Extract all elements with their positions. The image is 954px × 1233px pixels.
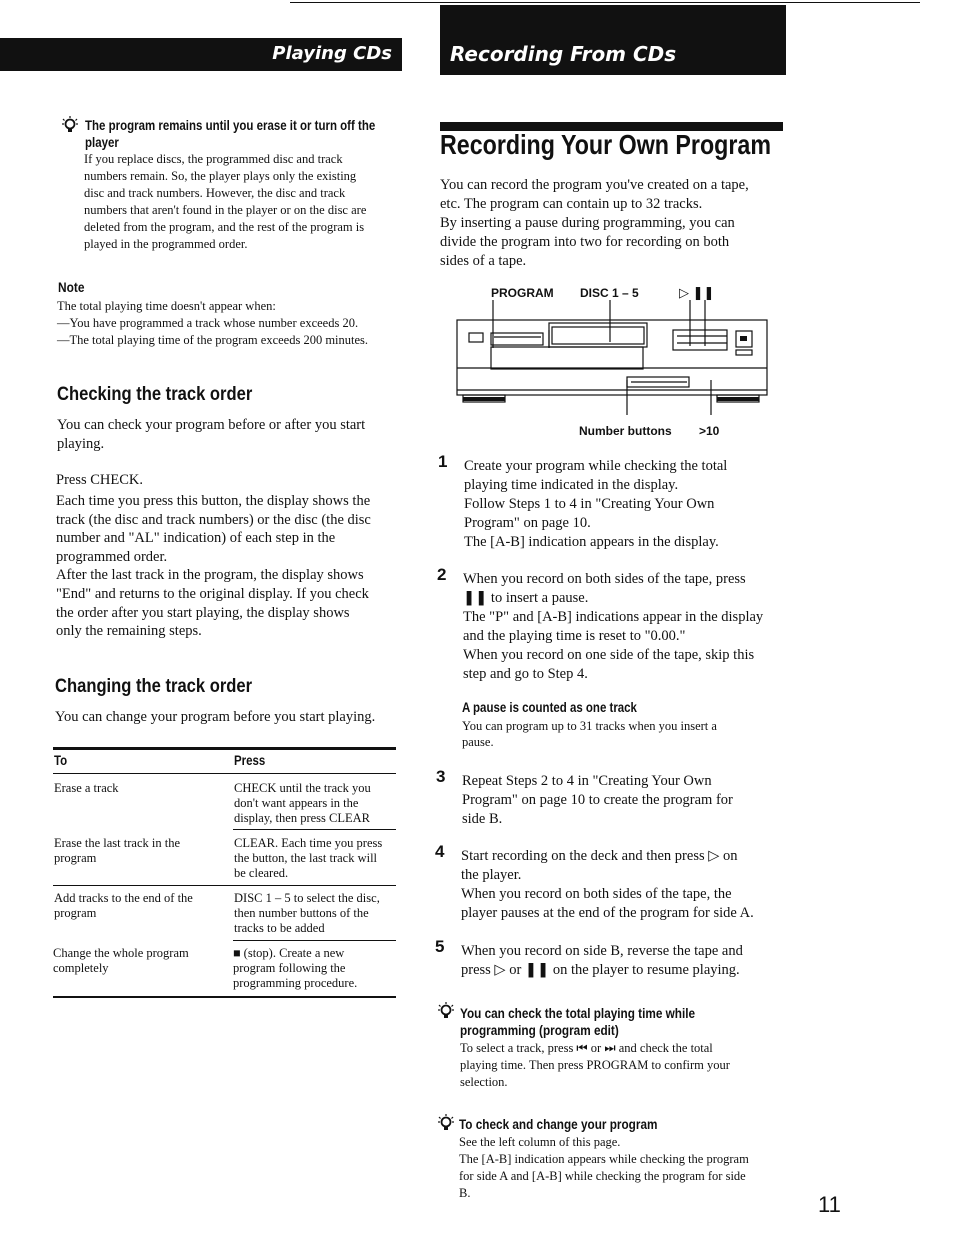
note-body — [57, 298, 407, 349]
table-row-2-press: CLEAR. Each time you press the button, the last track will be cleared. — [234, 836, 383, 880]
step-number: 2 — [437, 565, 447, 584]
step-number: 5 — [435, 937, 445, 956]
intro-line: By inserting a pause during programming, you can — [440, 215, 735, 231]
label-gt10: >10 — [699, 424, 720, 438]
step4-text: Start recording on the deck and then press ▷ on the player. When you record on both sides of the tape, the player pauses at the end of the program for side A. — [461, 848, 754, 921]
table-header-press: Press — [234, 753, 266, 768]
note-line: The total playing time doesn't appear when: — [57, 299, 276, 313]
step1-text: Create your program while checking the total playing time indicated in the display. Follow Steps 1 to 4 in "Creating Your Own Program" on page 10. The [A-B] indication appears in the display. — [464, 458, 728, 550]
tip1-title: The program remains until you erase it or turn off the player — [85, 117, 376, 150]
table-row-1-to: Erase a track — [54, 781, 119, 795]
table-bottom-rule — [53, 996, 396, 998]
hint-icon — [438, 1114, 454, 1132]
step2-text: When you record on both sides of the tape, press ❚❚ to insert a pause. The "P" and [A-B] indications appear in the display and the playing time is reset to "0.00." When you record on one side of the tape, skip this step and go to Step 4. — [463, 571, 764, 682]
section-bar-recording — [440, 5, 786, 75]
table-header-rule — [53, 773, 396, 774]
tip1-line: deleted from the program, and the rest of the program is — [84, 220, 365, 234]
tip1-body — [84, 151, 414, 253]
cd-player-illustration — [455, 300, 770, 415]
hint-icon — [438, 1002, 454, 1020]
step-number: 3 — [436, 767, 446, 786]
right-intro — [440, 176, 749, 271]
page-title: Recording Your Own Program — [440, 129, 772, 160]
note-line: —The total playing time of the program exceeds 200 minutes. — [57, 333, 369, 347]
intro-line: You can record the program you've created on a tape, — [440, 177, 749, 193]
intro-line: divide the program into two for recording on both — [440, 234, 730, 250]
checking-line: number and "AL" indication) of each step in the — [56, 530, 336, 547]
table-row-3-to: Add tracks to the end of the program — [54, 891, 193, 920]
checking-intro: You can check your program before or after you start playing. — [57, 417, 366, 452]
tip1-line: numbers remain. So, the player plays only the existing — [84, 169, 357, 183]
tip2-title: You can check the total playing time while programming (program edit) — [460, 1005, 696, 1038]
step-number: 4 — [435, 842, 445, 861]
table-row-2-to: Erase the last track in the program — [54, 836, 180, 865]
checking-line: After the last track in the program, the display shows — [56, 567, 364, 584]
section-title-recording: Recording From CDs — [450, 42, 677, 66]
changing-intro: You can change your program before you start playing. — [55, 709, 376, 725]
page-number: 11 — [818, 1192, 841, 1217]
checking-heading: Checking the track order — [57, 383, 253, 405]
changing-heading: Changing the track order — [55, 675, 253, 697]
tip1-line: If you replace discs, the programmed disc and track — [84, 152, 343, 166]
table-row-rule — [233, 829, 396, 830]
step5-text: When you record on side B, reverse the tape and press ▷ or ❚❚ on the player to resume playing. — [461, 943, 743, 978]
tip1-line: numbers that aren't found in the player or on the disc are — [84, 203, 367, 217]
checking-line: "End" and returns to the original display. If you check — [56, 585, 369, 602]
intro-line: etc. The program can contain up to 32 tracks. — [440, 196, 703, 212]
table-header-to: To — [54, 753, 68, 768]
note-title: Note — [58, 279, 85, 295]
label-disc: DISC 1 – 5 — [580, 286, 639, 300]
pause-note-title: A pause is counted as one track — [462, 700, 637, 715]
note-line: —You have programmed a track whose number exceeds 20. — [57, 316, 359, 330]
hint-icon — [62, 116, 78, 134]
table-row-4-to: Change the whole program completely — [53, 946, 189, 975]
tip2-body: To select a track, press ⏮ or ⏭ and check the total playing time. Then press PROGRAM to confirm your selection. — [460, 1041, 730, 1089]
label-program: PROGRAM — [491, 286, 554, 300]
tip1-line: disc and track numbers. However, the disc and track — [84, 186, 346, 200]
tip3-body: See the left column of this page. The [A-B] indication appears while checking the program for side A and [A-B] while checking the program for side B. — [459, 1135, 749, 1200]
label-number-buttons: Number buttons — [579, 424, 672, 438]
checking-line: track (the disc and track numbers) or the disc (the disc — [56, 511, 371, 528]
step-number: 1 — [438, 452, 448, 471]
table-row-3-press: DISC 1 – 5 to select the disc, then number buttons of the tracks to be added — [234, 891, 380, 935]
pause-note-body: You can program up to 31 tracks when you insert a pause. — [462, 719, 717, 749]
table-row-rule — [53, 885, 396, 886]
checking-body — [56, 492, 406, 641]
table-row-1-press: CHECK until the track you don't want appears in the display, then press CLEAR — [234, 781, 371, 825]
section-title-playing: Playing CDs — [272, 43, 392, 64]
tip3-title: To check and change your program — [459, 1116, 658, 1132]
table-top-rule — [53, 747, 396, 750]
checking-line: the order after you start playing, the display shows — [56, 604, 350, 621]
table-row-4-press: ■ (stop). Create a new program following the programming procedure. — [233, 946, 358, 990]
checking-press: Press CHECK. — [56, 472, 144, 488]
tip1-line: played in the programmed order. — [84, 237, 248, 251]
checking-line: Each time you press this button, the display shows the — [56, 493, 371, 509]
intro-line: sides of a tape. — [440, 253, 527, 269]
table-row-rule — [233, 940, 396, 941]
label-play-pause: ▷ ❚❚ — [679, 285, 715, 300]
checking-line: only the remaining steps. — [56, 623, 202, 640]
top-rule — [290, 2, 920, 3]
section-bar-playing — [0, 38, 402, 71]
checking-line: programmed order. — [56, 548, 168, 565]
step3-text: Repeat Steps 2 to 4 in "Creating Your Own Program" on page 10 to create the program for side B. — [462, 773, 733, 827]
